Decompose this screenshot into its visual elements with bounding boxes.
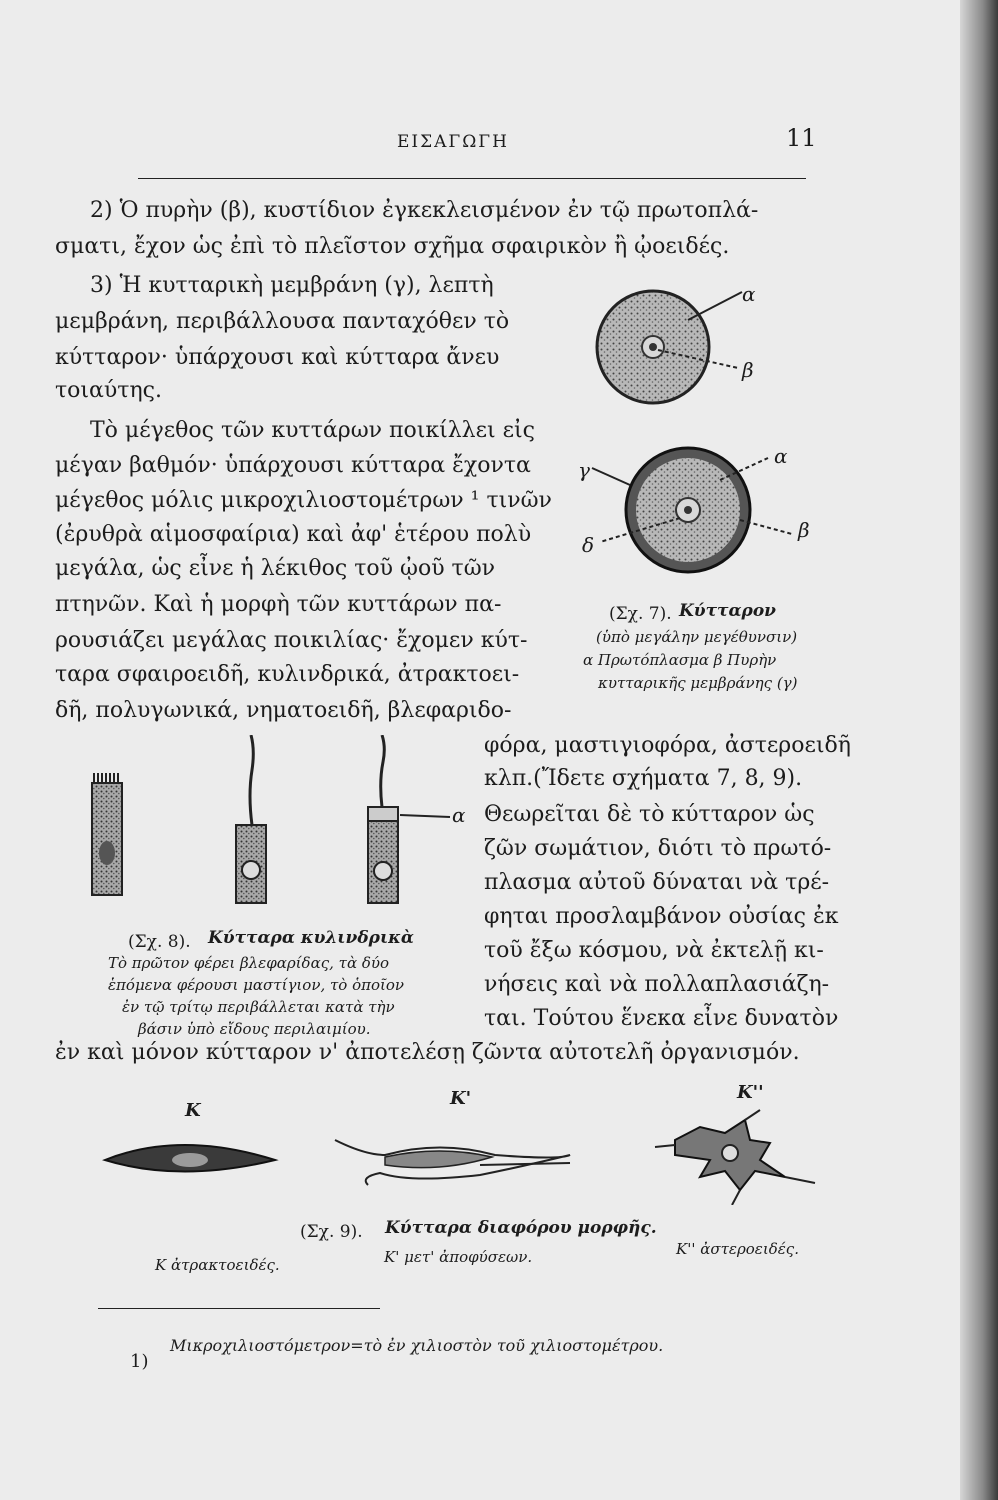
text-line: κλπ.(Ἴδετε σχήματα 7, 8, 9). — [484, 766, 803, 791]
text-line: μεγάλα, ὡς εἶνε ἡ λέκιθος τοῦ ᾠοῦ τῶν — [55, 556, 496, 581]
text-line: ρουσιάζει μεγάλας ποικιλίας· ἔχομεν κύτ- — [55, 628, 528, 653]
text-line: δῆ, πολυγωνικά, νηματοειδῆ, βλεφαριδο- — [55, 698, 512, 723]
text-line: ζῶν σωμάτιον, διότι τὸ πρωτό- — [484, 836, 832, 861]
text-line: Θεωρεῖται δὲ τὸ κύτταρον ὡς — [484, 802, 815, 827]
cell-ciliated — [92, 773, 122, 895]
text-line: τοιαύτης. — [55, 378, 162, 403]
fig7-label-a2: α — [774, 444, 788, 468]
text-line: πλασμα αὐτοῦ δύναται νὰ τρέ- — [484, 870, 830, 895]
fig7-label-a-top: α — [742, 282, 756, 306]
fig7-label-b-top: β — [742, 358, 754, 382]
cell-spindle — [105, 1145, 275, 1172]
figure-7-cells — [570, 270, 830, 600]
cell-stellate — [655, 1110, 815, 1205]
fig9-label-k: Κ — [185, 1100, 201, 1121]
fig9-label-k2: Κ'' — [737, 1082, 764, 1103]
fig7-caption-title: Κύτταρον — [679, 601, 776, 621]
text-line: φηται προσλαμβάνον οὐσίας ἐκ — [484, 904, 839, 929]
header-rule — [138, 178, 806, 179]
fig7-caption-line: κυτταρικῆς μεμβράνης (γ) — [598, 674, 798, 692]
fig8-caption-line: Τὸ πρῶτον φέρει βλεφαρίδας, τὰ δύο — [108, 954, 390, 972]
text-line: φόρα, μαστιγιοφόρα, ἀστεροειδῆ — [484, 733, 851, 758]
text-line: μέγεθος μόλις μικροχιλιοστομέτρων ¹ τινῶν — [55, 488, 552, 513]
text-line: πτηνῶν. Καὶ ἡ μορφὴ τῶν κυττάρων πα- — [55, 592, 502, 617]
cell-flagellated — [236, 735, 266, 903]
text-line: κύτταρον· ὑπάρχουσι καὶ κύτταρα ἄνευ — [55, 345, 500, 370]
fig7-label-d: δ — [582, 533, 595, 557]
fig8-label-a: α — [452, 803, 466, 827]
fig9-legend-item: Κ ἀτρακτοειδές. — [155, 1256, 280, 1274]
text-line: ται. Τούτου ἕνεκα εἶνε δυνατὸν — [484, 1006, 839, 1031]
cell-bottom — [592, 448, 792, 572]
fig9-label-k1: Κ' — [450, 1088, 472, 1109]
page-number: 11 — [786, 124, 817, 152]
running-title: ΕΙΣΑΓΩΓΗ — [397, 132, 509, 152]
footnote-text: Μικροχιλιοστόμετρον=τὸ ἐν χιλιοστὸν τοῦ χιλιοστομέτρου. — [170, 1336, 664, 1355]
fig8-caption-line: ἐν τῷ τρίτῳ περιβάλλεται κατὰ τὴν — [122, 998, 395, 1016]
fig9-caption-title: Κύτταρα διαφόρου μορφῆς. — [385, 1218, 657, 1238]
fig7-caption-line: (ὑπὸ μεγάλην μεγέθυνσιν) — [596, 628, 798, 646]
text-line: μέγαν βαθμόν· ὑπάρχουσι κύτταρα ἔχοντα — [55, 453, 531, 478]
text-line: νήσεις καὶ νὰ πολλαπλασιάζη- — [484, 972, 830, 997]
cell-with-processes — [335, 1140, 570, 1185]
text-line: (ἐρυθρὰ αἱμοσφαίρια) καὶ ἀφ' ἑτέρου πολὺ — [55, 522, 532, 547]
page-edge-shadow — [960, 0, 998, 1500]
fig7-label-b2: β — [798, 518, 810, 542]
cell-collared — [368, 735, 450, 903]
text-line: τοῦ ἔξω κόσμου, νὰ ἐκτελῇ κι- — [484, 938, 824, 963]
fig8-caption-line: βάσιν ὑπὸ εἴδους περιλαιμίου. — [138, 1020, 371, 1038]
fig8-caption-title: Κύτταρα κυλινδρικὰ — [208, 928, 415, 948]
figure-8-cells — [70, 735, 470, 905]
footnote-number: 1) — [130, 1351, 149, 1372]
text-line: ταρα σφαιροειδῆ, κυλινδρικά, ἀτρακτοει- — [55, 662, 520, 687]
fig9-caption-ref: (Σχ. 9). — [300, 1222, 363, 1242]
text-line: 2) Ὁ πυρὴν (β), κυστίδιον ἐγκεκλεισμένον ἐν τῷ πρωτοπλά- — [90, 198, 759, 223]
text-line: μεμβράνη, περιβάλλουσα πανταχόθεν τὸ — [55, 309, 510, 334]
fig7-caption-line: α Πρωτόπλασμα β Πυρὴν — [583, 651, 777, 669]
fig7-label-g: γ — [578, 458, 590, 482]
figure-9-cells — [100, 1105, 820, 1205]
text-line: Τὸ μέγεθος τῶν κυττάρων ποικίλλει εἰς — [90, 418, 535, 443]
fig8-caption-ref: (Σχ. 8). — [128, 932, 191, 952]
fig8-caption-line: ἑπόμενα φέρουσι μαστίγιον, τὸ ὁποῖον — [108, 976, 405, 994]
cell-top — [597, 291, 742, 403]
fig9-legend-item: Κ' μετ' ἀποφύσεων. — [384, 1248, 533, 1266]
fig7-caption-ref: (Σχ. 7). — [609, 604, 672, 624]
text-line: ἐν καὶ μόνον κύτταρον ν' ἀποτελέσῃ ζῶντα αὐτοτελῆ ὀργανισμόν. — [55, 1040, 800, 1065]
text-line: 3) Ἡ κυτταρικὴ μεμβράνη (γ), λεπτὴ — [90, 273, 494, 298]
footnote-rule — [98, 1308, 380, 1309]
fig9-legend-item: Κ'' ἀστεροειδές. — [676, 1240, 799, 1258]
text-line: σματι, ἔχον ὡς ἐπὶ τὸ πλεῖστον σχῆμα σφαιρικὸν ἢ ᾠοειδές. — [55, 234, 730, 259]
